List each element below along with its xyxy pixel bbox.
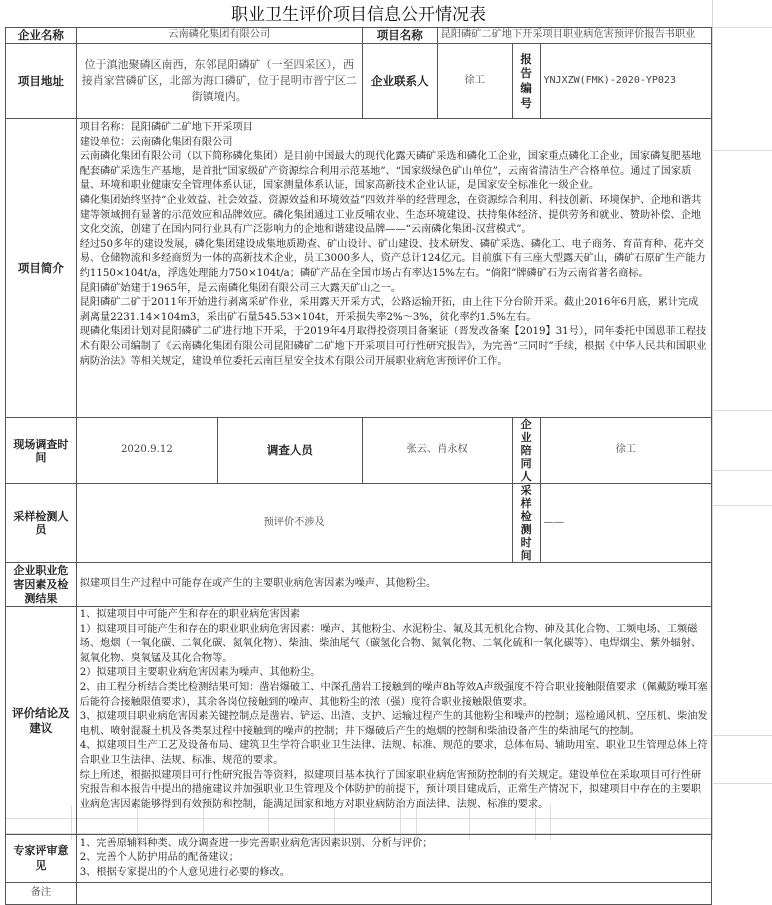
escort-label: 企业陪同人 — [512, 418, 540, 484]
info-table — [5, 27, 712, 905]
survey-time-label: 现场调查时间 — [6, 418, 77, 484]
expert-label: 专家评审意见 — [6, 835, 77, 883]
intro-paragraph: 云南磷化集团有限公司（以下简称磷化集团）是目前中国最大的现代化露天磷矿采选和磷化工企业，国家重点磷化工企业，国家磷复肥基地配套磷矿采选生产基地，是首批“国家级矿产资源综合利用示范基地”、“国家级绿色矿山单位”，云南省清洁生产合格单位。通过了国家质量、环境和职业健康安全管理体系认证，国家测量体系认证，国家高新技术企业认证，是国家安全标准化一级企业。 — [79, 151, 702, 192]
contact-value[interactable]: 徐工 — [437, 44, 512, 119]
conclusion-content[interactable] — [76, 607, 711, 835]
row-remarks — [6, 883, 712, 905]
company-value[interactable]: 云南磷化集团有限公司 — [76, 28, 362, 44]
conclusion-paragraph: 4、拟建项目生产工艺及设备布局、建筑卫生学符合职业卫生法律、法规、标准、规范的要求，总体布局、辅助用室、职业卫生管理总体上符合职业卫生法律、法规、标准、规范的要求。 — [79, 740, 708, 766]
intro-paragraph: 现磷化集团计划对昆阳磷矿二矿进行地下开采，于2019年4月取得投资项目备案证（晋发改备案【2019】31号），同年委托中国恩菲工程技术有限公司编制了《云南磷化集团有限公司昆阳磷矿二矿地下开采项目可行性研究报告》，为完善“三同时”手续，根据《中华人民共和国职业病防治法》等相关规定，建设单位委托云南巨星安全技术有限公司开展职业病危害预评价工作。 — [79, 326, 707, 367]
intro-paragraph: 项目名称：昆阳磷矿二矿地下开采项目 — [79, 122, 253, 133]
address-value[interactable]: 位于滇池聚磷区南西，东邻昆阳磷矿（一至四采区），西接肖家营磷矿区，北部为海口磷矿，位于昆明市晋宁区二街镇境内。 — [76, 44, 362, 119]
sampling-time-label: 采样检测时间 — [512, 484, 540, 563]
gridline — [712, 27, 772, 28]
conclusion-paragraph: 2）拟建项目主要职业病危害因素为噪声、其他粉尘。 — [79, 667, 321, 679]
intro-label: 项目简介 — [6, 119, 77, 418]
gridline — [712, 410, 772, 411]
intro-paragraph: 建设单位：云南磷化集团有限公司 — [79, 136, 233, 148]
report-label: 报告编号 — [512, 44, 540, 119]
row-expert — [6, 835, 712, 883]
gridline — [712, 783, 772, 784]
row-hazards — [6, 563, 712, 607]
conclusion-paragraph: 1、拟建项目中可能产生和存在的职业病危害因素 — [79, 609, 301, 620]
intro-paragraph: 昆阳磷矿始建于1965年，是云南磷化集团有限公司三大露天矿山之一。 — [79, 282, 402, 294]
conclusion-label: 评价结论及建议 — [6, 607, 77, 835]
expert-content[interactable] — [76, 835, 711, 883]
gridline — [712, 505, 772, 506]
report-value[interactable]: YNJXZW(FMK)-2020-YP023 — [540, 44, 711, 119]
gridline — [712, 470, 772, 471]
row-survey — [6, 418, 712, 484]
project-value[interactable]: 昆阳磷矿二矿地下开采项目职业病危害预评价报告书职业 — [437, 28, 711, 44]
hazards-label: 企业职业危害因素及检测结果 — [6, 563, 77, 607]
survey-staff-label: 调查人员 — [218, 418, 363, 484]
project-label: 项目名称 — [362, 28, 437, 44]
survey-time-value[interactable]: 2020.9.12 — [76, 418, 217, 484]
intro-paragraph: 磷化集团始终坚持“企业效益、社会效益、资源效益和环境效益”四效并举的经营理念，在资源综合利用、科技创新、环境保护、企地和谐共建等领域拥有显著的示范效应和品牌效应。磷化集团通过工业反哺农业、生态环境建设、扶持集体经济、提供劳务和就业、赞助补偿、企地文化交流，创建了在国内同行业具有广泛影响力的企地和谐建设品牌——“云南磷化集团-汉营模式”。 — [79, 194, 702, 236]
conclusion-paragraph: 2、由工程分析结合类比检测结果可知：凿岩爆破工、中深孔凿岩工接触到的噪声8h等效A声级强度不符合职业接触限值要求（佩戴防噪耳塞后能符合接触限值要求），其余各岗位接触到的噪声、其他粉尘的浓（强）度符合职业接触限值要求。 — [79, 681, 708, 708]
page-title: 职业卫生评价项目信息公开情况表 — [231, 5, 486, 25]
sampling-time-value[interactable]: —— — [540, 484, 711, 563]
conclusion-paragraph: 3、拟建项目职业病危害因素关键控制点是凿岩、铲运、出渣、支护、运输过程产生的其他粉尘和噪声的控制；巡检通风机、空压机、柴油发电机、喷射混凝土机及各类泵过程中接触到的噪声的控制；井下爆破后产生的炮烟的控制和柴油设备产生的柴油尾气的控制。 — [79, 711, 708, 737]
conclusion-paragraph: 1）拟建项目可能产生和存在的职业职业病危害因素：噪声、其他粉尘、水泥粉尘、氟及其无机化合物、砷及其化合物、工频电场、工频磁场、炮烟（一氧化碳、二氧化碳、氮氧化物）、柴油、柴油尾气（碳氢化合物、氮氧化物、二氧化硫和一氧化碳等）、电焊烟尘、紫外辐射、氮氧化物、臭氧锰及其化合物等。 — [79, 623, 702, 664]
remarks-label: 备注 — [6, 883, 77, 905]
intro-paragraph: 经过50多年的建设发展，磷化集团建设成集地质勘查、矿山设计、矿山建设、技术研发、磷矿采选、磷化工、电子商务、育苗育种、花卉交易、仓储物流和多经商贸为一体的高新技术企业，员工3000多人，资产总计124亿元。目前旗下有三座大型露天矿山，磷矿石原矿生产能力约1150×104t/a，浮选处理能力750×104t/a；磷矿产品在全国市场占有率达15%左右。“倘阳”牌磷矿石为云南省著名商标。 — [79, 238, 706, 279]
gridline — [712, 735, 772, 736]
address-label: 项目地址 — [6, 44, 77, 119]
sampling-staff-label: 采样检测人员 — [6, 484, 77, 563]
contact-label: 企业联系人 — [362, 44, 437, 119]
company-label: 企业名称 — [6, 28, 77, 44]
gridline — [712, 150, 772, 151]
expert-item: 2、完善个人防护用品的配备建议； — [79, 852, 239, 864]
survey-staff-value[interactable]: 张云、肖永权 — [362, 418, 512, 484]
remarks-value[interactable] — [76, 883, 711, 905]
row-company — [6, 28, 712, 44]
escort-value[interactable]: 徐工 — [540, 418, 711, 484]
row-address — [6, 44, 712, 119]
row-sampling — [6, 484, 712, 563]
hazards-value[interactable]: 拟建项目生产过程中可能存在或产生的主要职业病危害因素为噪声、其他粉尘。 — [76, 563, 711, 607]
row-conclusion — [6, 607, 712, 835]
expert-item: 3、根据专家提出的个人意见进行必要的修改。 — [79, 866, 290, 878]
sheet-extra-column — [712, 0, 772, 840]
conclusion-paragraph: 综上所述，根据拟建项目可行性研究报告等资料，拟建项目基本执行了国家职业病危害预防控制的有关规定。建设单位在采取项目可行性研究报告和本报告中提出的措施建议并加强职业卫生管理及个体防护的前提下，预计项目建成后，正常生产情况下，拟建项目中存在的主要职业病危害因素能够得到有效预防和控制，能满足国家和地方对职业病防治方面法律、法规、标准的要求。 — [79, 769, 702, 810]
intro-paragraph: 昆阳磷矿二矿于2011年开始进行剥离采矿作业，采用露天开采方式，公路运输开拓，由上往下分台阶开采。截止2016年6月底，累计完成剥离量2231.14×104m3，采出矿石量545.53×104t，开采损失率2%～3%，贫化率约1.5%左右。 — [79, 297, 699, 323]
expert-item: 1、完善原辅料种类、成分调查进一步完善职业病危害因素识别、分析与评价； — [79, 837, 433, 849]
sampling-staff-value[interactable]: 预评价不涉及 — [76, 484, 512, 563]
intro-content[interactable] — [76, 119, 711, 418]
row-intro — [6, 119, 712, 418]
